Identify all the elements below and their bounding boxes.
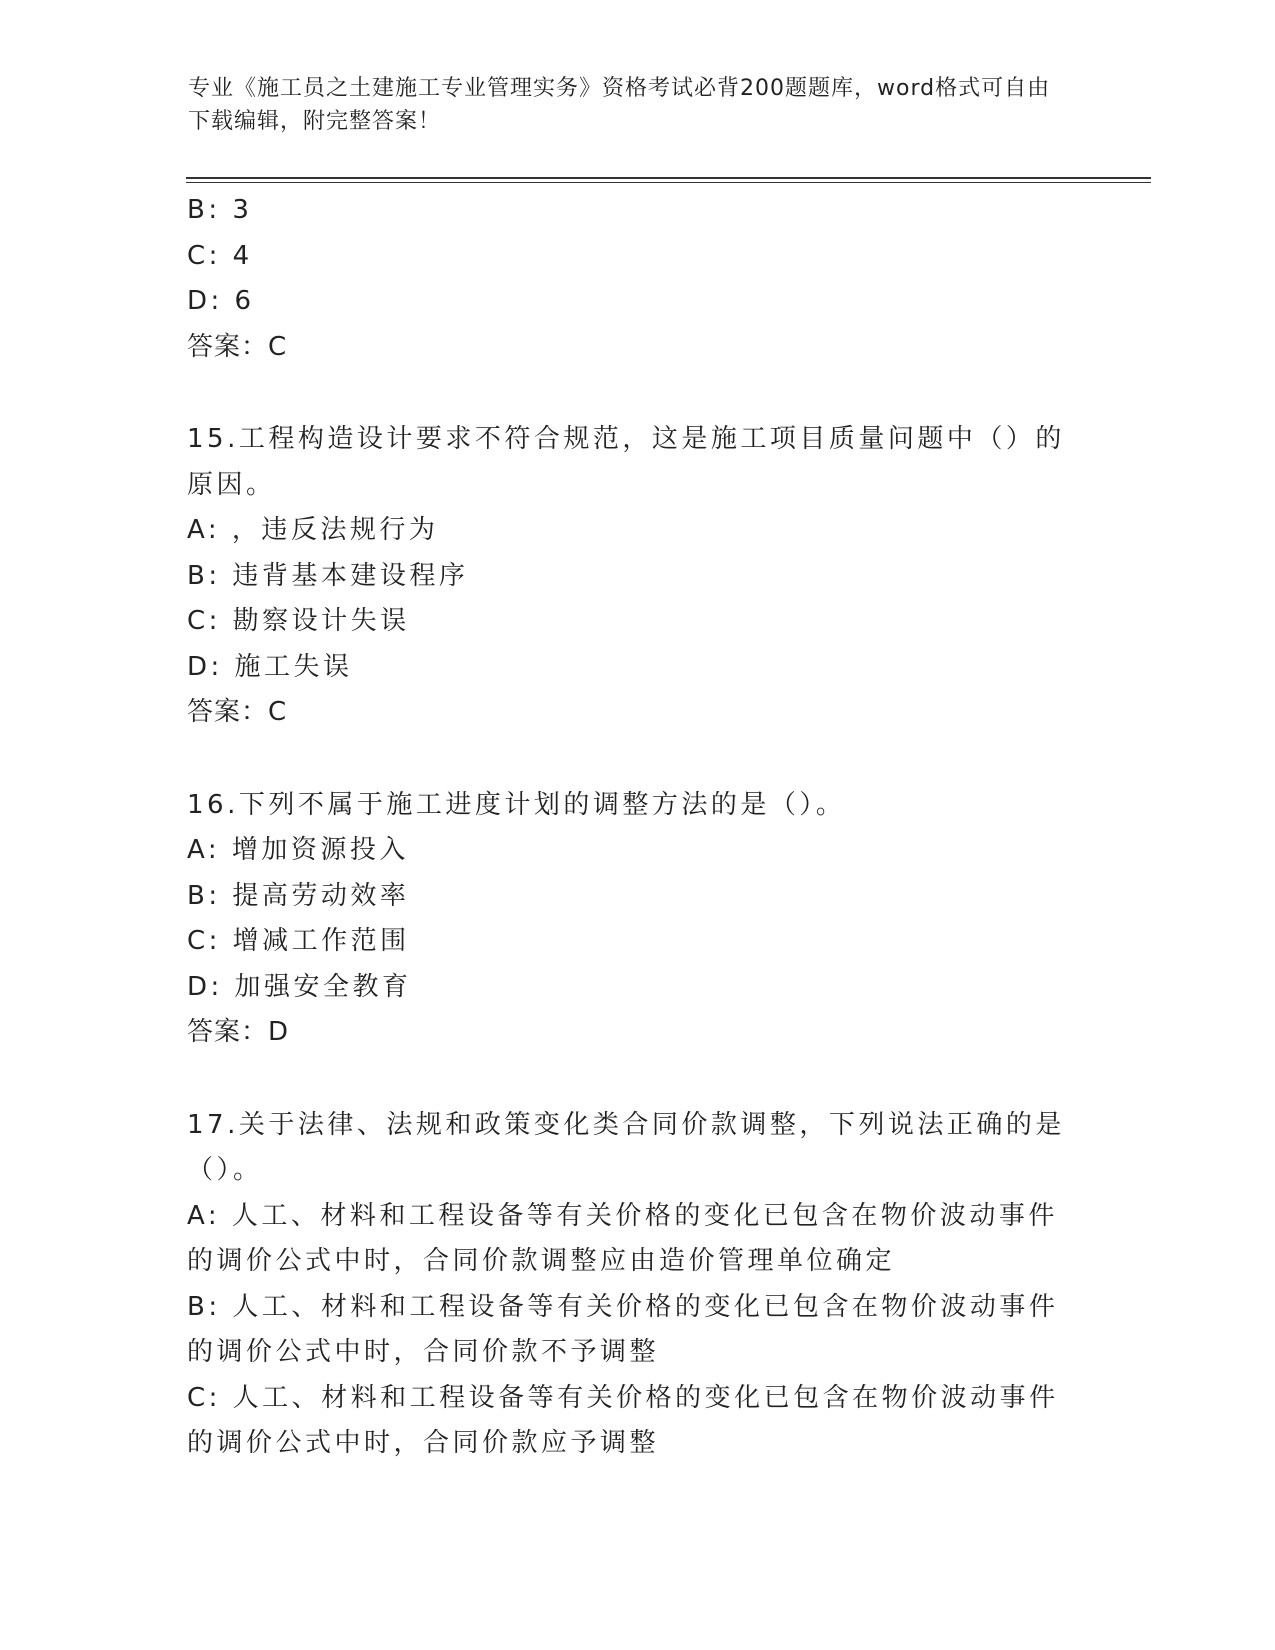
question-stem: 16.下列不属于施工进度计划的调整方法的是（）。 [187, 789, 846, 820]
header-divider-thin [186, 182, 1151, 183]
question-stem: 17.关于法律、法规和政策变化类合同价款调整，下列说法正确的是（）。 [187, 1109, 1065, 1185]
option-d: D: 施工失误 [187, 651, 353, 682]
option-b: B: 人工、材料和工程设备等有关价格的变化已包含在物价波动事件的调价公式中时，合同价款不予调整 [187, 1291, 1059, 1367]
spacer [187, 736, 1077, 783]
option-d: D: 加强安全教育 [187, 971, 412, 1002]
option-a: A: 人工、材料和工程设备等有关价格的变化已包含在物价波动事件的调价公式中时，合同价款调整应由造价管理单位确定 [187, 1200, 1058, 1276]
option-c: C: 勘察设计失误 [187, 606, 410, 636]
document-header: 专业《施工员之土建施工专业管理实务》资格考试必背200题题库，word格式可自由下载编辑，附完整答案！ [188, 76, 1051, 134]
question-list [187, 188, 1077, 1467]
spacer [187, 1056, 1077, 1103]
question-stem: 15.工程构造设计要求不符合规范，这是施工项目质量问题中（）的原因。 [187, 424, 1065, 500]
option-b: B: 3 [187, 195, 253, 225]
spacer [187, 370, 1077, 417]
header-divider-thick [186, 177, 1151, 179]
option-c: C: 人工、材料和工程设备等有关价格的变化已包含在物价波动事件的调价公式中时，合同价款应予调整 [187, 1382, 1059, 1458]
question-14-continuation [187, 188, 1077, 370]
question-17 [187, 1103, 1077, 1467]
option-d: D: 6 [187, 286, 255, 316]
answer-line: 答案：C [187, 331, 288, 362]
question-15 [187, 417, 1077, 736]
option-b: B: 违背基本建设程序 [187, 560, 469, 591]
answer-line: 答案：D [187, 1017, 290, 1047]
option-c: C: 增减工作范围 [187, 926, 410, 956]
option-a: A: 增加资源投入 [187, 835, 409, 865]
option-b: B: 提高劳动效率 [187, 880, 410, 911]
option-a: A: ，违反法规行为 [187, 515, 439, 545]
option-c: C: 4 [187, 240, 253, 271]
answer-line: 答案：C [187, 697, 288, 727]
question-16 [187, 783, 1077, 1056]
